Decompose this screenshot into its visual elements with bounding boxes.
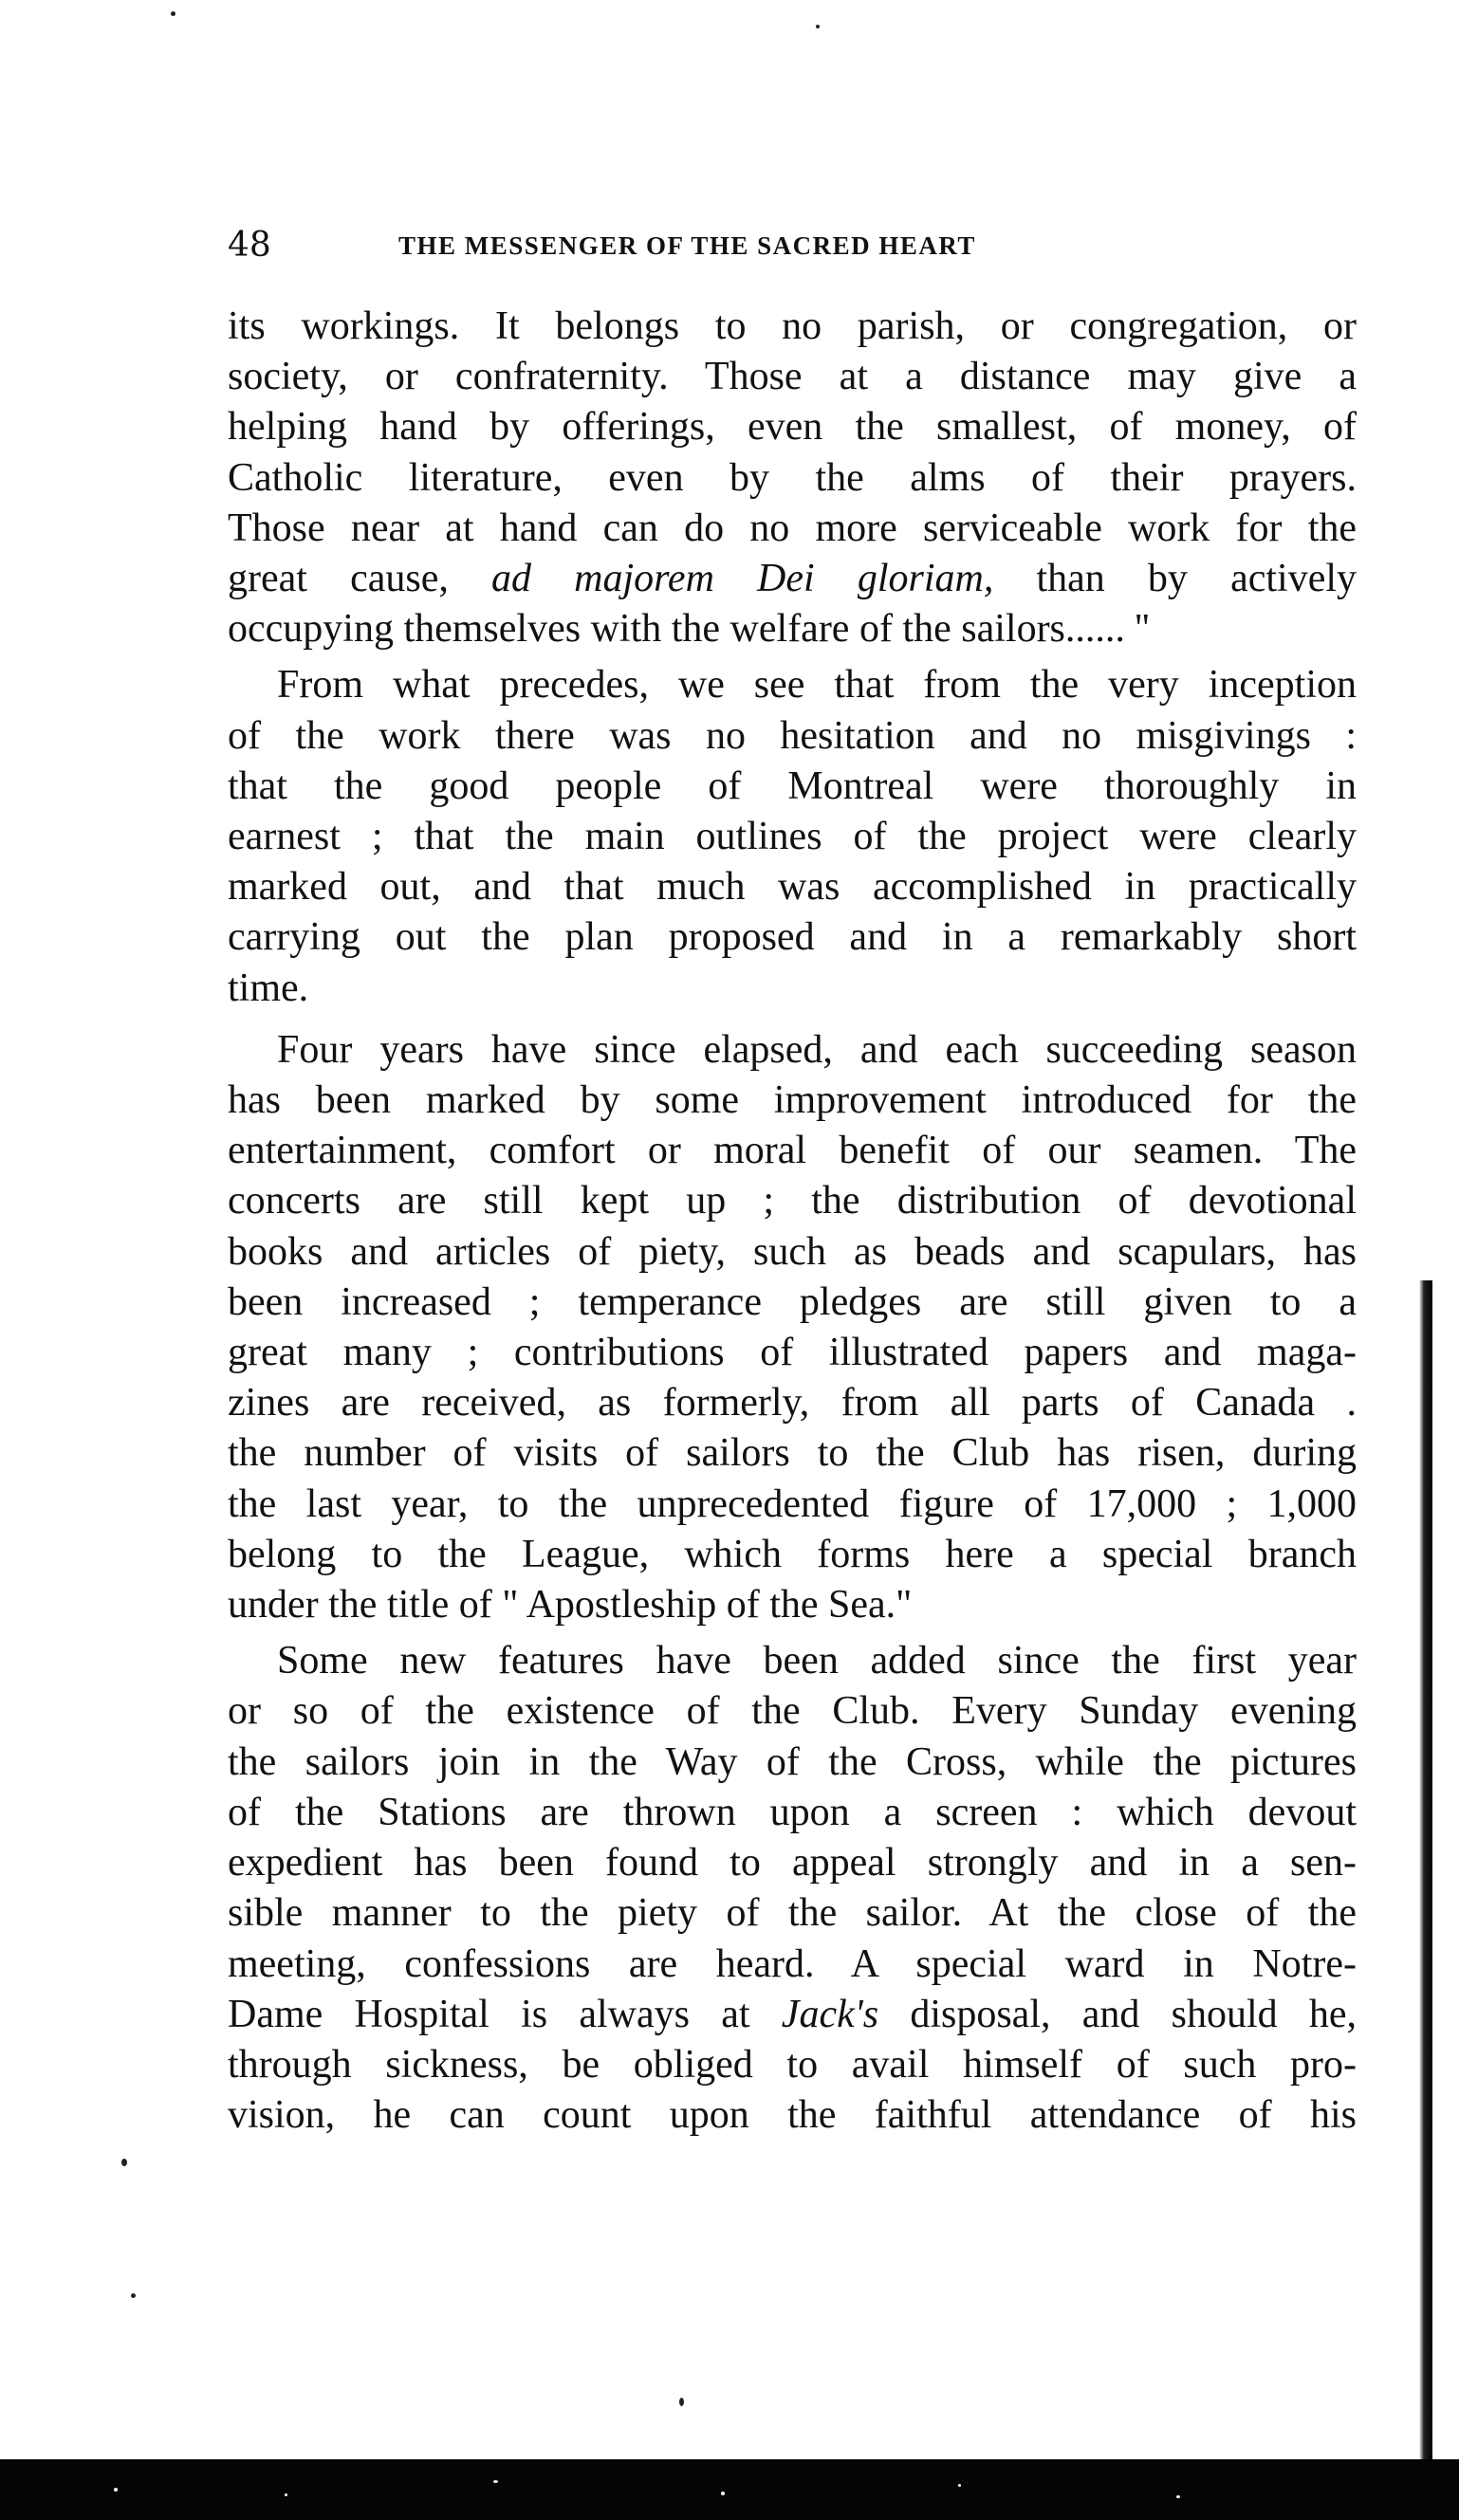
text-line: its workings. It belongs to no parish, or congregation, or	[228, 304, 1357, 348]
text-line: under the title of " Apostleship of the Sea."	[228, 1583, 913, 1628]
paragraph-4	[228, 1636, 1357, 2141]
text-line: been increased ; temperance pledges are still given to a	[228, 1279, 1357, 1324]
text-fragment: Dame Hospital is always at	[228, 1992, 750, 2036]
running-title: THE MESSENGER OF THE SACRED HEART	[398, 231, 976, 260]
text-line: sible manner to the piety of the sailor. At the close of the	[228, 1891, 1357, 1936]
text-line: books and articles of piety, such as beads and scapulars, has	[228, 1229, 1357, 1274]
text-fragment: disposal, and should he,	[910, 1992, 1357, 2036]
text-line: of the work there was no hesitation and no misgivings :	[228, 713, 1357, 758]
text-line: meeting, confessions are heard. A special ward in Notre-	[228, 1941, 1357, 1986]
scan-speck	[721, 2492, 725, 2495]
text-line: earnest ; that the main outlines of the project were clearly	[228, 815, 1357, 859]
text-line: Four years have since elapsed, and each succeeding season	[277, 1027, 1357, 1072]
scan-speck	[114, 2488, 118, 2492]
text-line: expedient has been found to appeal strongly and in a sen-	[228, 1841, 1357, 1885]
page-header	[228, 226, 1176, 264]
text-line: concerts are still kept up ; the distribution of devotional	[228, 1179, 1357, 1223]
text-fragment: great cause,	[228, 557, 449, 601]
text-line: Some new features have been added since the first year	[277, 1639, 1357, 1683]
text-line: occupying themselves with the welfare of the sailors...... ''	[228, 607, 1150, 652]
scan-speck	[493, 2480, 498, 2483]
text-line: zines are received, as formerly, from all parts of Canada .	[228, 1381, 1357, 1426]
text-line: the number of visits of sailors to the Club has risen, during	[228, 1431, 1357, 1476]
text-line-with-italic	[228, 554, 1357, 604]
scan-speck	[816, 25, 820, 28]
text-line: entertainment, comfort or moral benefit of our seamen. The	[228, 1129, 1357, 1173]
scan-speck	[121, 2159, 127, 2166]
text-line: From what precedes, we see that from the very inception	[277, 663, 1357, 708]
text-line: helping hand by offerings, even the smallest, of money, of	[228, 405, 1357, 450]
scan-speck	[679, 2398, 684, 2406]
text-line: society, or confraternity. Those at a distance may give a	[228, 355, 1357, 399]
text-line: has been marked by some improvement introduced for the	[228, 1078, 1357, 1123]
scan-speck	[958, 2484, 961, 2487]
text-line: marked out, and that much was accomplished in practically	[228, 865, 1357, 910]
text-line: great many ; contributions of illustrated papers and maga-	[228, 1331, 1357, 1375]
text-fragment: than by actively	[1036, 557, 1357, 601]
body-text	[228, 302, 1357, 2141]
italic-word: Jack's	[781, 1992, 879, 2036]
text-line: Those near at hand can do no more serviceable work for the	[228, 506, 1357, 550]
paragraph-1	[228, 302, 1357, 654]
text-line: vision, he can count upon the faithful attendance of his	[228, 2093, 1357, 2138]
text-line-with-italic	[228, 1990, 1357, 2040]
scan-speck	[131, 2293, 136, 2298]
text-line: Catholic literature, even by the alms of their prayers.	[228, 455, 1357, 500]
page-number: 48	[228, 226, 271, 265]
paragraph-3	[228, 1025, 1357, 1630]
text-line: the sailors join in the Way of the Cross, while the pictures	[228, 1739, 1357, 1784]
scan-speck	[171, 11, 175, 16]
italic-phrase: ad majorem Dei gloriam,	[491, 557, 994, 601]
text-line: carrying out the plan proposed and in a remarkably short	[228, 915, 1357, 960]
text-line: that the good people of Montreal were thoroughly in	[228, 763, 1357, 808]
text-line: through sickness, be obliged to avail himself of such pro-	[228, 2042, 1357, 2087]
scan-speck	[285, 2493, 287, 2496]
text-line: belong to the League, which forms here a special branch	[228, 1532, 1357, 1576]
page-edge-shadow	[1419, 1280, 1432, 2466]
paragraph-2	[228, 660, 1357, 1013]
text-line: or so of the existence of the Club. Every Sunday evening	[228, 1689, 1357, 1734]
text-line: time.	[228, 966, 309, 1010]
scan-speck	[1176, 2495, 1180, 2498]
text-line: the last year, to the unprecedented figure of 17,000 ; 1,000	[228, 1481, 1357, 1526]
text-line: of the Stations are thrown upon a screen : which devout	[228, 1790, 1357, 1834]
scan-bottom-border	[0, 2459, 1459, 2520]
